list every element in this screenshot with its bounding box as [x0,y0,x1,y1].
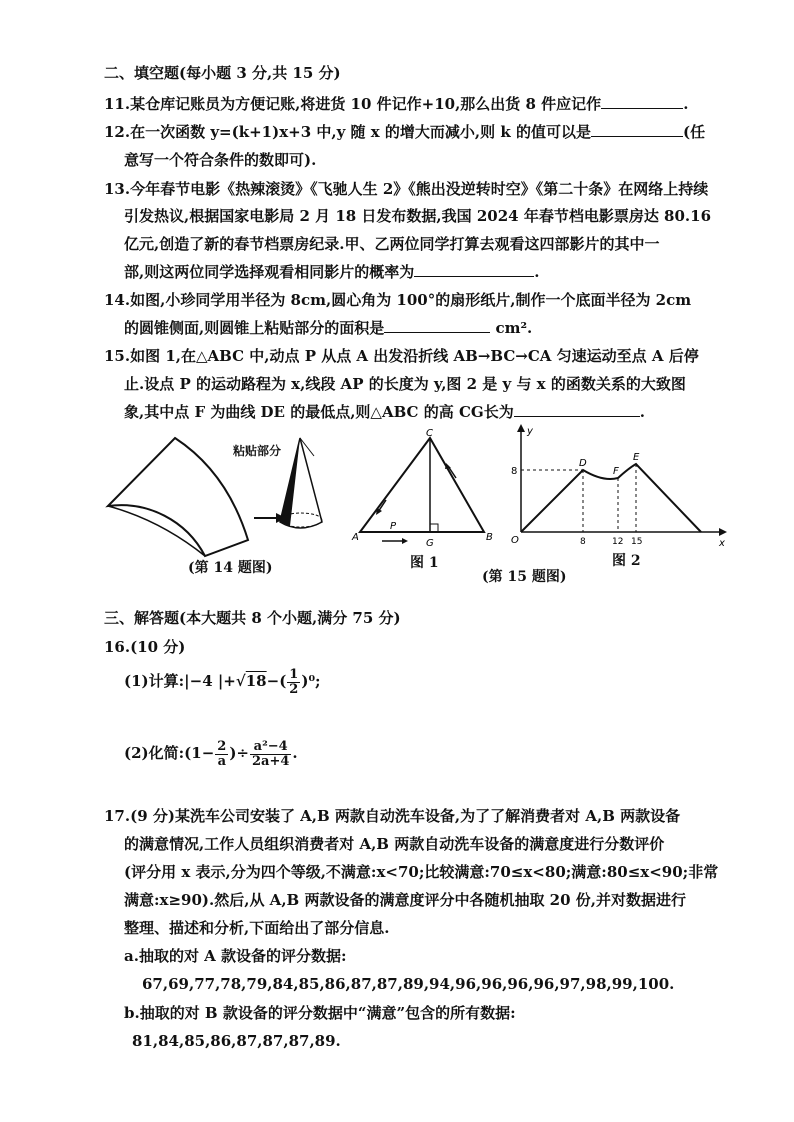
question-14-line2 [124,318,532,338]
point-a-label: A [352,532,359,543]
glued-part-label: 粘贴部分 [233,444,282,458]
q11-answer-blank[interactable] [601,94,683,109]
question-16-part2 [124,738,298,769]
q16-1-fraction-num: 1 [289,666,299,682]
sector-paper [108,438,248,556]
point-g-label: G [426,538,434,549]
q16-2-end: . [292,744,298,762]
point-p-label: P [390,521,397,532]
q16-2-mid: )÷ [229,744,249,762]
question-12-line2: 意写一个符合条件的数即可). [124,151,317,169]
origin-label: O [511,535,519,546]
question-13-line1: 13.今年春节电影《热辣滚烫》《飞驰人生 2》《熊出没逆转时空》《第二十条》在网络上持续 [104,180,709,198]
question-17-line1: 17.(9 分)某洗车公司安装了 A,B 两款自动洗车设备,为了了解消费者对 A,B 两款设备 [104,807,681,825]
right-angle-mark [430,524,438,532]
figure-15-1 [350,428,500,550]
figure-14 [100,432,340,560]
q15-text-tail: 长为 [483,403,514,421]
y-axis-arrow [517,424,525,432]
point-d-label: D [579,458,587,469]
tick-x15-label: 15 [631,537,643,547]
point-b-label: B [486,532,493,543]
arrow-ca-head [376,508,382,515]
question-17-line2: 的满意情况,工作人员组织消费者对 A,B 两款自动洗车设备的满意度进行分数评价 [124,835,665,853]
x-axis-arrow [719,528,727,536]
q13-text: 部,则这两位同学选择观看相同影片的概率为 [124,263,415,281]
tick-x12-label: 12 [612,537,624,547]
q14-answer-blank[interactable] [384,318,490,333]
figure-15-caption: (第 15 题图) [482,569,567,585]
tick-y8-label: 8 [511,466,518,477]
y-axis-label: y [527,426,533,437]
triangle-abc [360,438,484,532]
question-17-line5: 整理、描述和分析,下面给出了部分信息. [124,919,390,937]
function-curve [521,464,701,532]
question-13-line3: 亿元,创造了新的春节档票房纪录.甲、乙两位同学打算去观看这四部影片的其中一 [124,235,660,253]
q16-2-fraction2-num: a²−4 [250,740,291,755]
question-15-line3: 象,其中点 F 为曲线 DE 的最低点,则△ABC 的高 CG长为 . [124,403,645,421]
q17-part-a-title: a.抽取的对 A 款设备的评分数据: [124,947,347,965]
q16-1-fraction [287,668,300,697]
q16-1-end: )⁰; [301,672,321,690]
section3-title: 三、解答题(本大题共 8 个小题,满分 75 分) [104,609,401,627]
q17-part-a-data: 67,69,77,78,79,84,85,86,87,87,89,94,96,96,96,96,97,98,99,100. [142,975,675,993]
q16-1-mid: −( [266,672,287,690]
question-12-line1 [104,122,705,142]
question-15-line2: 止.设点 P 的运动路程为 x,线段 AP 的长度为 y,图 2 是 y 与 x 的函数关系的大致图 [124,375,686,393]
tick-x8-label: 8 [580,537,586,547]
figure-14-caption: (第 14 题图) [188,560,273,576]
point-c-label: C [426,428,433,439]
x-axis-label: x [719,538,725,549]
question-14-line1: 14.如图,小珍同学用半径为 8cm,圆心角为 100°的扇形纸片,制作一个底面半径为 2cm [104,291,692,309]
question-16-header: 16.(10 分) [104,638,186,656]
question-13-line4: 部,则这两位同学选择观看相同影片的概率为 . [124,263,540,281]
q15-text: 象,其中点 F 为曲线 DE 的最低点,则△ABC 的高 CG [124,403,484,421]
q16-2-fraction1 [215,740,228,769]
q12-text: 12.在一次函数 y=(k+1)x+3 中,y 随 x 的增大而减小,则 k 的值可以是 [104,123,591,141]
point-e-label: E [633,452,640,463]
question-17-line3: (评分用 x 表示,分为四个等级,不满意:x<70;比较满意:70≤x<80;满意:80≤x<90;非常 [124,863,719,881]
question-17-line4: 满意:x≥90).然后,从 A,B 两款设备的满意度评分中各随机抽取 20 份,并对数据进行 [124,891,686,909]
question-13-line2: 引发热议,根据国家电影局 2 月 18 日发布数据,我国 2024 年春节档电影票房达 80.16 [124,207,712,225]
section2-title: 二、填空题(每小题 3 分,共 15 分) [104,64,341,82]
sector-arc [108,506,205,556]
q15-answer-blank[interactable] [514,402,640,417]
q12-answer-blank[interactable] [591,122,683,137]
question-16-part1: (1)计算:|−4 |+√18−( $\frac{1}{2}$ )⁰; [124,666,321,697]
arrow-bc-head [445,463,451,469]
q16-2-fraction1-num: 2 [217,738,227,754]
figure-15-2 [505,422,727,550]
q16-1-prefix: (1)计算:|−4 |+ [124,672,236,690]
q16-1-fraction-den: 2 [289,681,299,697]
q16-1-sqrt-radicand: 18 [245,672,267,690]
q14-text: 的圆锥侧面,则圆锥上粘贴部分的面积是 [124,319,385,337]
figure-2-caption: 图 2 [612,553,641,569]
q16-2-prefix: (2)化简:(1− [124,744,215,762]
q16-2-fraction2-den: 2a+4 [252,753,290,769]
question-11: 11.某仓库记账员为方便记账,将进货 10 件记作+10,那么出货 8 件应记作 . [104,95,689,113]
q17-part-b-title: b.抽取的对 B 款设备的评分数据中“满意”包含的所有数据: [124,1004,516,1022]
q13-answer-blank[interactable] [414,262,534,277]
point-f-label: F [613,466,619,477]
q17-part-b-data: 81,84,85,86,87,87,87,89. [132,1032,341,1050]
q14-unit: cm². [495,319,533,337]
q16-2-fraction1-den: a [217,753,227,769]
q11-text: 11.某仓库记账员为方便记账,将进货 10 件记作+10,那么出货 8 件应记作 [104,95,602,113]
figure-1-caption: 图 1 [410,555,439,571]
q12-text-end: (任 [682,123,706,141]
arrow-ab-head [402,538,408,544]
question-15-line1: 15.如图 1,在△ABC 中,动点 P 从点 A 出发沿折线 AB→BC→CA 匀速运动至点 A 后停 [104,347,699,365]
q16-2-fraction2 [250,740,291,769]
